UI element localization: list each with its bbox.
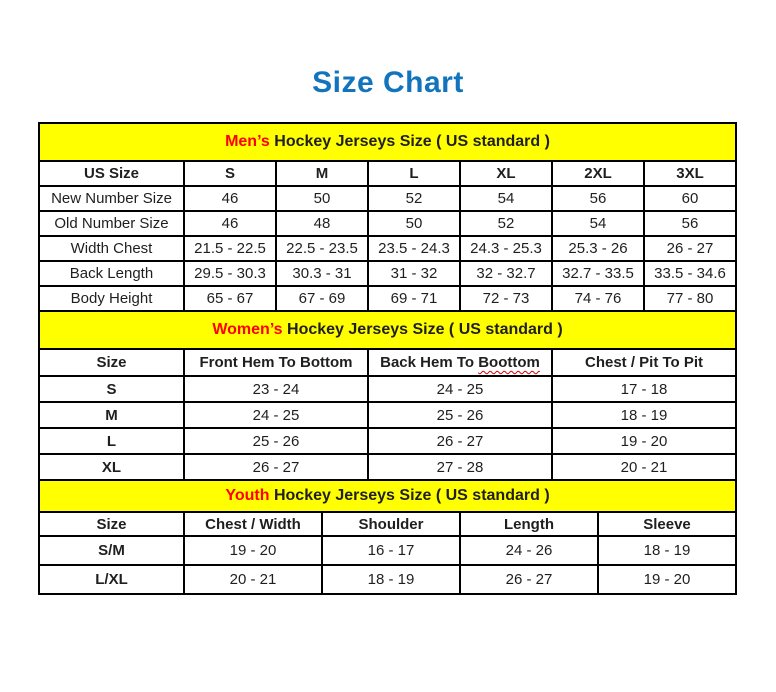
mens-size-table — [38, 122, 737, 312]
column-header: 2XL — [552, 161, 644, 186]
page-title: Size Chart — [312, 66, 464, 99]
youth-size-table — [38, 479, 737, 595]
table-row — [39, 565, 736, 594]
table-row — [39, 428, 736, 454]
spellcheck-squiggle-word: Boottom — [478, 354, 540, 371]
youth-section-header-row — [39, 480, 736, 512]
size-value-cell: 56 — [644, 211, 736, 236]
size-value-cell: 74 - 76 — [552, 286, 644, 311]
column-header: L — [368, 161, 460, 186]
table-row — [39, 211, 736, 236]
size-value-cell: 52 — [460, 211, 552, 236]
table-row — [39, 286, 736, 311]
row-label: M — [39, 402, 184, 428]
womens-section-header — [39, 311, 736, 349]
column-header: XL — [460, 161, 552, 186]
youth-column-header-row — [39, 512, 736, 536]
table-row — [39, 236, 736, 261]
womens-section-header-row — [39, 311, 736, 349]
column-header: Front Hem To Bottom — [184, 349, 368, 376]
size-value-cell: 32 - 32.7 — [460, 261, 552, 286]
size-value-cell: 60 — [644, 186, 736, 211]
row-label: XL — [39, 454, 184, 480]
size-value-cell: 25.3 - 26 — [552, 236, 644, 261]
table-row — [39, 402, 736, 428]
row-label: Body Height — [39, 286, 184, 311]
youth-section-highlight: Youth — [225, 487, 270, 504]
column-header: US Size — [39, 161, 184, 186]
size-value-cell: 54 — [460, 186, 552, 211]
size-value-cell: 18 - 19 — [322, 565, 460, 594]
size-value-cell: 26 - 27 — [644, 236, 736, 261]
size-value-cell: 65 - 67 — [184, 286, 276, 311]
row-label: New Number Size — [39, 186, 184, 211]
column-header: Size — [39, 349, 184, 376]
mens-section-title: Hockey Jerseys Size ( US standard ) — [269, 133, 550, 150]
size-value-cell: 24.3 - 25.3 — [460, 236, 552, 261]
size-value-cell: 19 - 20 — [552, 428, 736, 454]
size-value-cell: 24 - 25 — [368, 376, 552, 402]
womens-section-title: Hockey Jerseys Size ( US standard ) — [282, 321, 563, 338]
size-value-cell: 19 - 20 — [598, 565, 736, 594]
size-value-cell: 77 - 80 — [644, 286, 736, 311]
column-header: S — [184, 161, 276, 186]
size-value-cell: 19 - 20 — [184, 536, 322, 565]
table-row — [39, 536, 736, 565]
size-value-cell: 72 - 73 — [460, 286, 552, 311]
size-value-cell: 31 - 32 — [368, 261, 460, 286]
column-header: Length — [460, 512, 598, 536]
size-value-cell: 69 - 71 — [368, 286, 460, 311]
row-label: Back Length — [39, 261, 184, 286]
row-label: L — [39, 428, 184, 454]
row-label: Old Number Size — [39, 211, 184, 236]
size-value-cell: 30.3 - 31 — [276, 261, 368, 286]
womens-column-header-row — [39, 349, 736, 376]
size-value-cell: 20 - 21 — [184, 565, 322, 594]
size-value-cell: 50 — [276, 186, 368, 211]
mens-section-header — [39, 123, 736, 161]
youth-section-title: Hockey Jerseys Size ( US standard ) — [269, 487, 550, 504]
womens-size-table — [38, 310, 737, 481]
size-value-cell: 33.5 - 34.6 — [644, 261, 736, 286]
size-value-cell: 18 - 19 — [552, 402, 736, 428]
size-value-cell: 26 - 27 — [460, 565, 598, 594]
size-value-cell: 67 - 69 — [276, 286, 368, 311]
size-value-cell: 21.5 - 22.5 — [184, 236, 276, 261]
size-value-cell: 20 - 21 — [552, 454, 736, 480]
size-value-cell: 46 — [184, 186, 276, 211]
size-value-cell: 23.5 - 24.3 — [368, 236, 460, 261]
size-chart — [38, 122, 735, 595]
mens-section-header-row — [39, 123, 736, 161]
size-value-cell: 24 - 26 — [460, 536, 598, 565]
size-value-cell: 56 — [552, 186, 644, 211]
table-row — [39, 376, 736, 402]
size-value-cell: 16 - 17 — [322, 536, 460, 565]
size-value-cell: 48 — [276, 211, 368, 236]
row-label: S — [39, 376, 184, 402]
mens-column-header-row — [39, 161, 736, 186]
womens-section-highlight: Women’s — [212, 321, 283, 338]
size-value-cell: 17 - 18 — [552, 376, 736, 402]
row-label: S/M — [39, 536, 184, 565]
size-value-cell: 29.5 - 30.3 — [184, 261, 276, 286]
size-value-cell: 25 - 26 — [368, 402, 552, 428]
size-value-cell: 22.5 - 23.5 — [276, 236, 368, 261]
column-header: Chest / Width — [184, 512, 322, 536]
table-row — [39, 454, 736, 480]
mens-section-highlight: Men’s — [225, 133, 270, 150]
column-header: Size — [39, 512, 184, 536]
size-value-cell: 32.7 - 33.5 — [552, 261, 644, 286]
youth-section-header — [39, 480, 736, 512]
back-hem-prefix: Back Hem To — [380, 354, 479, 371]
column-header: M — [276, 161, 368, 186]
column-header-misspelled — [368, 349, 552, 376]
column-header: 3XL — [644, 161, 736, 186]
size-value-cell: 23 - 24 — [184, 376, 368, 402]
row-label: Width Chest — [39, 236, 184, 261]
column-header: Sleeve — [598, 512, 736, 536]
column-header: Chest / Pit To Pit — [552, 349, 736, 376]
size-value-cell: 52 — [368, 186, 460, 211]
column-header: Shoulder — [322, 512, 460, 536]
size-value-cell: 46 — [184, 211, 276, 236]
table-row — [39, 261, 736, 286]
size-value-cell: 27 - 28 — [368, 454, 552, 480]
table-row — [39, 186, 736, 211]
size-value-cell: 24 - 25 — [184, 402, 368, 428]
size-value-cell: 18 - 19 — [598, 536, 736, 565]
size-value-cell: 26 - 27 — [368, 428, 552, 454]
size-value-cell: 50 — [368, 211, 460, 236]
size-value-cell: 54 — [552, 211, 644, 236]
size-value-cell: 26 - 27 — [184, 454, 368, 480]
row-label: L/XL — [39, 565, 184, 594]
size-value-cell: 25 - 26 — [184, 428, 368, 454]
